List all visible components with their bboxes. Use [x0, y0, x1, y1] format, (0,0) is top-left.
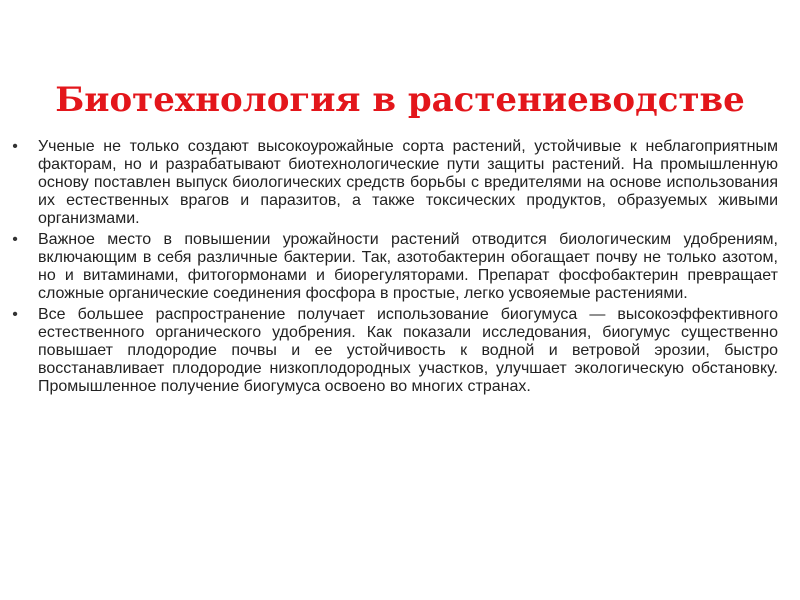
bullet-dot-icon: • — [12, 231, 18, 248]
paragraph-text: Важное место в повышении урожайности растений отводится биологическим удобрениям, включающим в себя различные бактерии. Так, азотобактерин обогащает почву не только азотом, но и витаминами, фитогормонами и биорегуляторами. Препарат фосфобактерин превращает сложные органические соединения фосфора в простые, легко усвояемые растениями. — [38, 231, 778, 302]
bullet-dot-icon: • — [12, 138, 18, 155]
slide-title: Биотехнология в растениеводстве — [55, 80, 745, 120]
bullet-list — [8, 138, 778, 399]
bullet-item-fertilizers — [8, 231, 778, 303]
paragraph-text: Ученые не только создают высокоурожайные сорта растений, устойчивые к неблагоприятным факторам, но и разрабатывают биотехнологические пути защиты растений. На промышленную основу поставлен выпуск биологических средств борьбы с вредителями на основе использования их естественных врагов и паразитов, а также токсических продуктов, образуемых живыми организмами. — [38, 138, 778, 227]
bullet-item-biohumus — [8, 306, 778, 396]
paragraph-text: Все большее распространение получает использование биогумуса — высокоэффективного естественного органического удобрения. Как показали исследования, биогумус существенно повышает плодородие почвы и ее устойчивость к водной и ветровой эрозии, быстро восстанавливает плодородие низкоплодородных участков, улучшает экологическую обстановку. Промышленное получение биогумуса освоено во многих странах. — [38, 306, 778, 395]
bullet-item-scientists — [8, 138, 778, 228]
bullet-dot-icon: • — [12, 306, 18, 323]
